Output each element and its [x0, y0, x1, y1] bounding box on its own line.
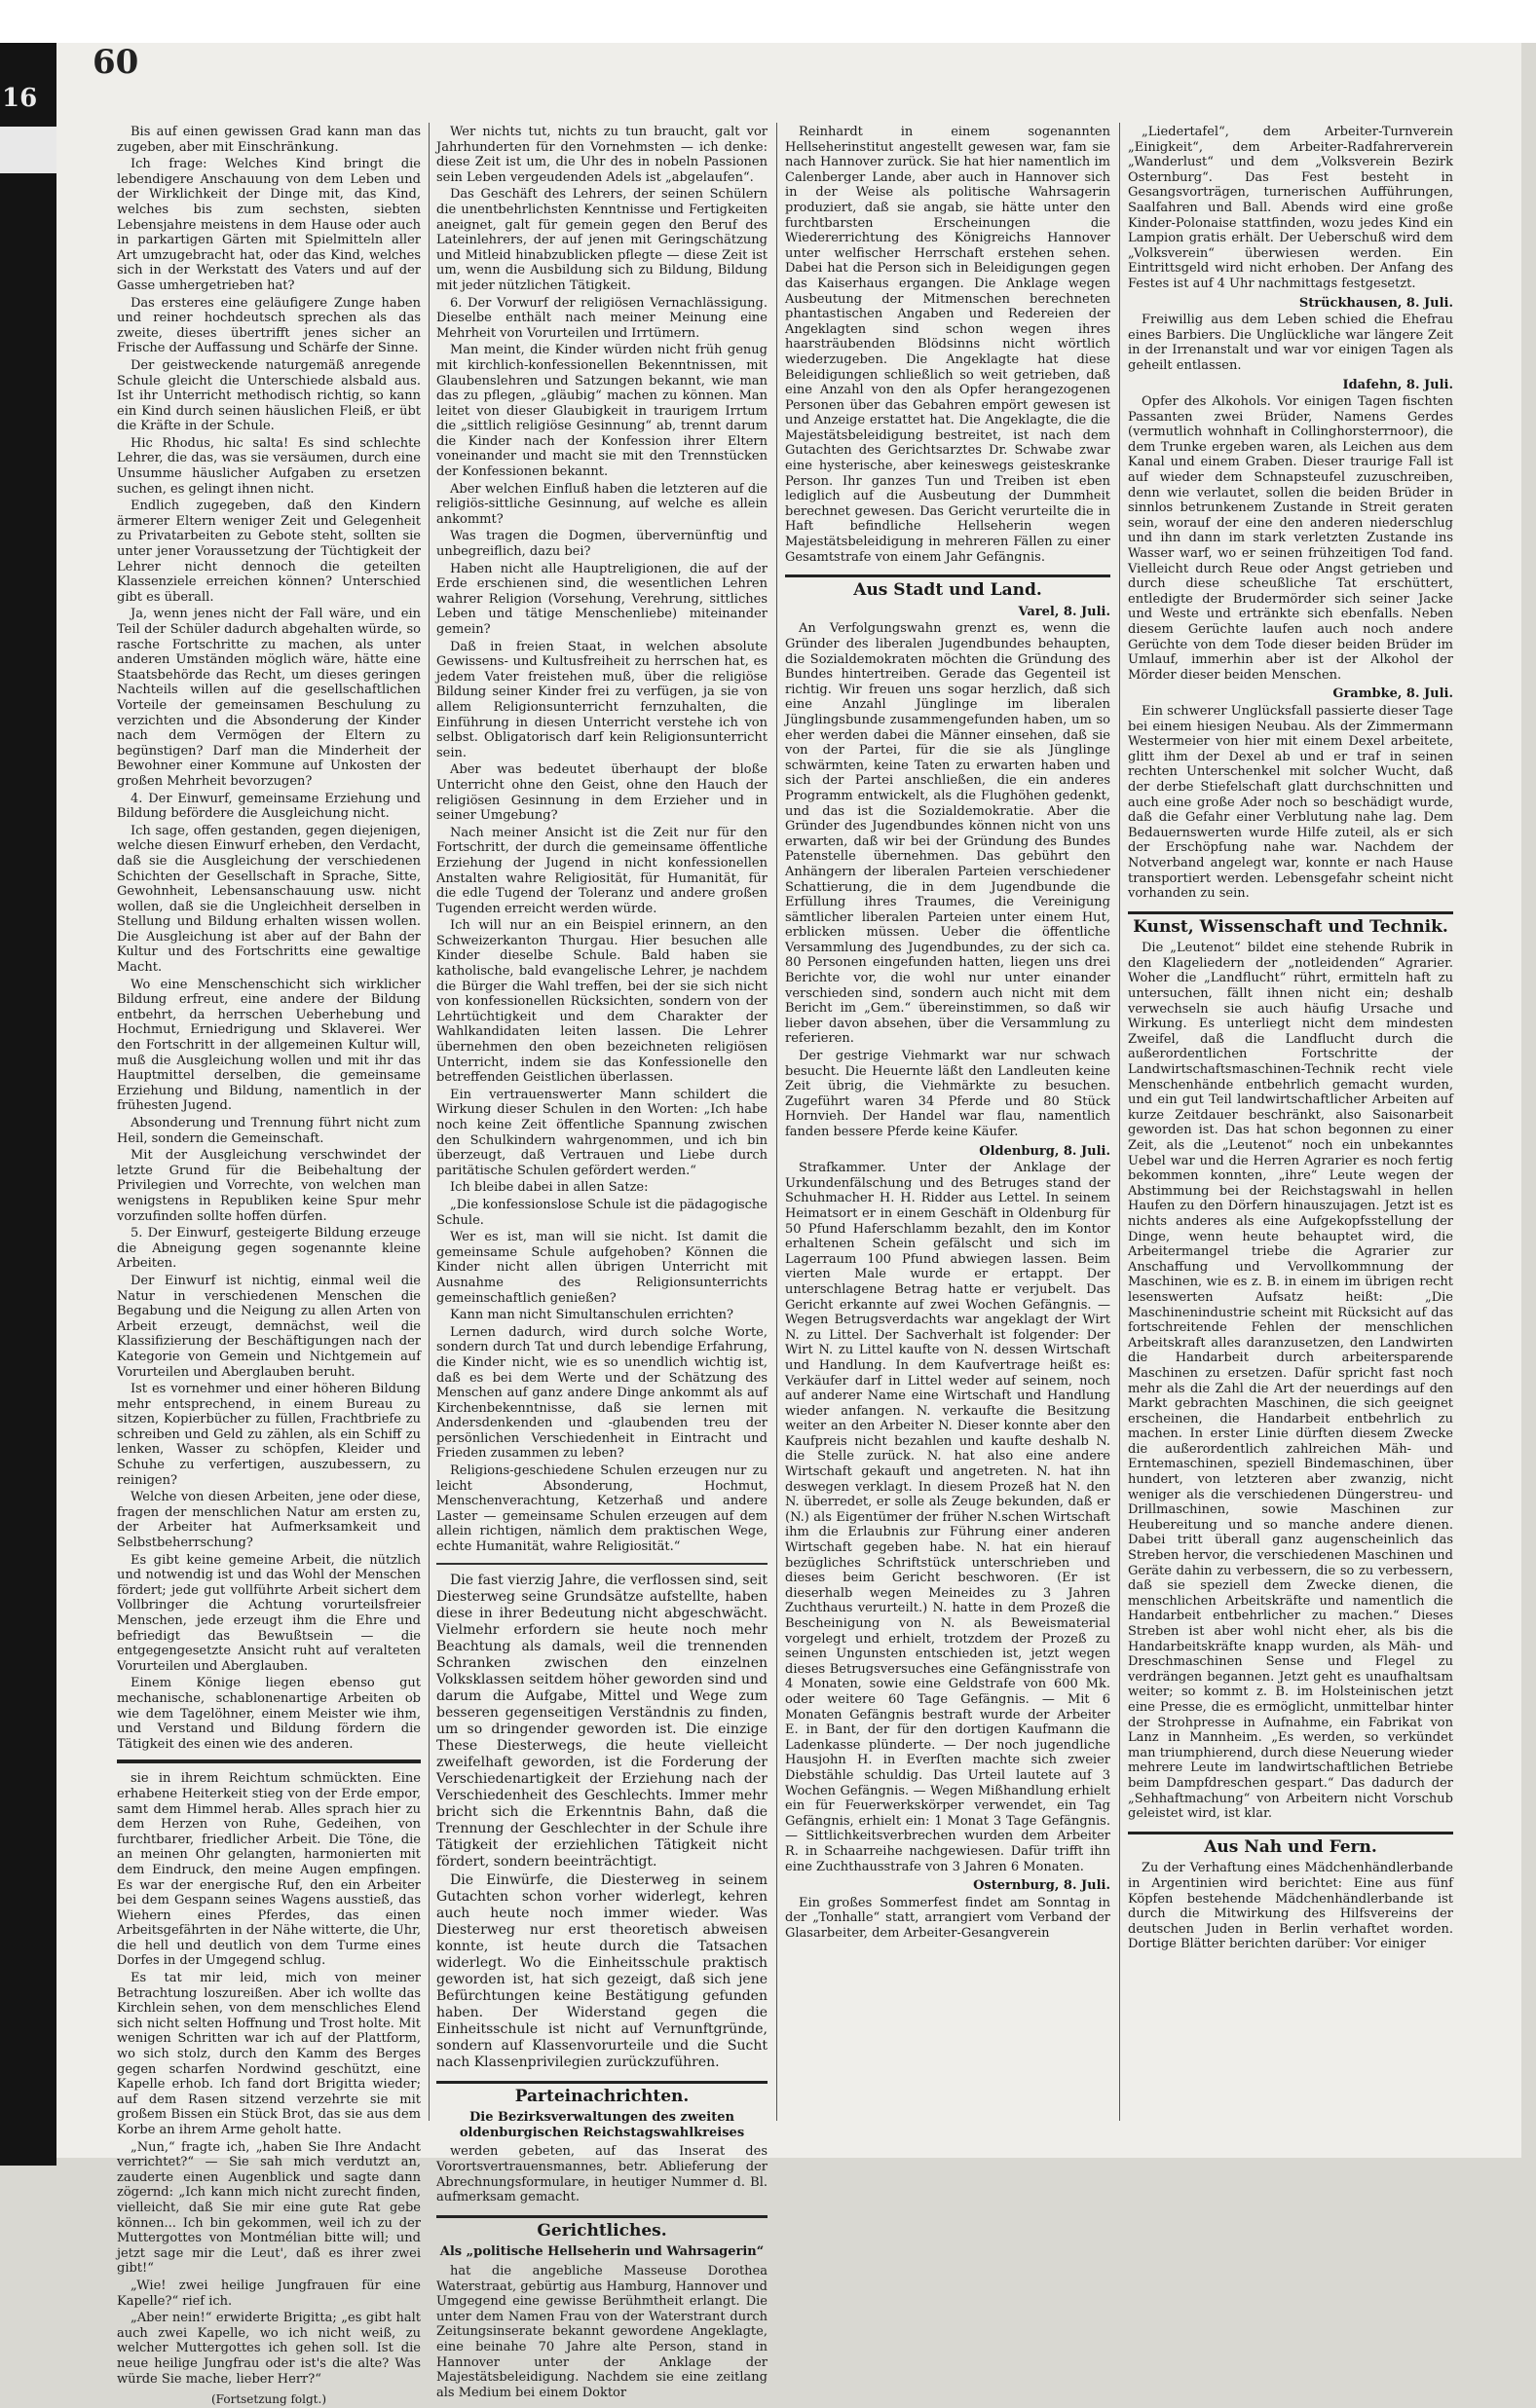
news-item: Die „Leutenot“ bildet eine stehende Rubrik in den Klageliedern der „notleidenden“ Agrarier. Woher die „Landflucht“ rührt, ermitteln haft zu untersuchen, fällt ihnen nicht ein; deshalb verwechseln sie auch häufig Ursache und Wirkung. Es unterliegt nicht dem mindesten Zweifel, daß die Landflucht durch die außerordentlichen Fortschritte der Landwirtschaftsmaschinen-Technik recht viele Menschenhände entbehrlich gemacht wurden, und ein gut Teil landwirtschaftlicher Arbeiten auf kurze Zeitdauer beschränkt, also Saisonarbeit geworden ist. Das hat schon begonnen zu einer Zeit, als die „Leutenot“ noch ein unbekanntes Uebel war und die Herren Agrarier es noch fertig bekommen konnten, „ihre“ Leute wegen der Abstimmung bei der Reichstagswahl in hellen Haufen zu den Dörfern hinauszujagen. Jetzt ist es nichts anderes als eine Aufgekopfsstellung der Dinge, wenn heute behauptet wird, die Arbeitermangel triebe die Agrarier zur Anschaffung und Vervollkommnung der Maschinen, wie es z. B. in einem im übrigen recht lesenswerten Aufsatz heißt: „Die Maschinenindustrie scheint mit Rücksicht auf das fortschreitende Fehlen der menschlichen Arbeitskraft alles daranzusetzen, den Landwirten die Handarbeit durch arbeitersparende Maschinen zu ersetzen. Dafür spricht fast noch mehr als die Zahl die Art der neuerdings auf den Markt gebrachten Maschinen, die sich geeignet erscheinen, die Handarbeit entbehrlich zu machen. In erster Linie dürften diesem Zwecke die außerordentlich zahlreichen Mäh- und Erntemaschinen, speziell Bindemaschinen, über hundert, von letzteren aber zwanzig, nicht weniger als die verschiedenen Düngerstreu- und Drillmaschinen, sowie Maschinen zur Heubereitung und so manche andere dienen. Dabei tritt überall ganz augenscheinlich das Streben hervor, die verschiedenen Maschinen und Geräte dahin zu verbessern, die so zu verbessern, daß sie speziell dem Zwecke dienen, die menschlichen Arbeitskräfte und namentlich die Handarbeit entbehrlicher zu machen.“ Dieses Streben ist aber wohl nicht eher, als bis die Handarbeitskräfte knapp wurden, als Mäh- und Dreschmaschinen Sense und Flegel zu verdrängen begannen. Jetzt geht es unaufhaltsam weiter; so kommt z. B. im Holsteinischen jetzt eine Presse, die es ermöglicht, unmittelbar hinter der Strohpresse in Aufnahme, ein Fabrikat von Lanz in Mannheim. „Es werden, so verkündet man triumphierend, durch diese Neuerung wieder mehrere Leute im landwirtschaftlichen Betriebe beim Dampfdreschen gespart.“ Das dadurch der „Sehhaftmachung“ von Arbeitern nicht Vorschub geleistet wird, ist klar.: [1128, 941, 1453, 1822]
paragraph: Aber welchen Einfluß haben die letzteren auf die religiös-sittliche Gesinnung, auf welche es allein ankommt?: [436, 481, 768, 527]
paragraph: Mit der Ausgleichung verschwindet der letzte Grund für die Beibehaltung der Privilegien und Vorrechte, von welchen man wenigstens in Republiken keine Spur mehr vorzufinden sollte hoffen dürfen.: [117, 1148, 421, 1224]
paragraph: Lernen dadurch, wird durch solche Worte, sondern durch Tat und durch lebendige Erfahrung, die Kinder nicht, wie es so unendlich wichtig ist, daß es bei dem Werte und der Schätzung des Menschen auf ganz andere Dinge ankommt als auf Kirchenbekenntnisse, daß sie lernen mit Andersdenkenden und -glaubenden treu der persönlichen Verschiedenheit in Eintracht und Frieden zusammen zu leben?: [436, 1324, 768, 1462]
dateline: Grambke, 8. Juli.: [1332, 686, 1453, 702]
news-item: Ein schwerer Unglücksfall passierte dieser Tage bei einem hiesigen Neubau. Als der Zimmermann Westermeier von hier mit einem Dexel arbeitete, glitt ihm der Dexel ab und er traf in seinen rechten Unterschenkel mit solcher Wucht, daß der derbe Stiefelschaft glatt durchschnitten und auch eine große Ader noch so beschädigt wurde, daß die Gefahr einer Verblutung nahe lag. Dem Bedauernswerten wurde Hilfe zuteil, als er sich der Erschöpfung nahe war. Nachdem der Notverband angelegt war, konnte er nach Hause transportiert werden. Lebensgefahr scheint nicht vorhanden zu sein.: [1128, 703, 1453, 902]
divider: [436, 1563, 768, 1565]
paragraph: Haben nicht alle Hauptreligionen, die auf der Erde erschienen sind, die wesentlichen Lehren wahrer Religion (Vorsehung, Verehrung, sittliches Leben und tätige Menschenliebe) miteinander gemein?: [436, 561, 768, 637]
party-text: werden gebeten, auf das Inserat des Vorortsvertrauensmannes, betr. Ablieferung der Abrechnungsformulare, in heutiger Nummer d. Bl. aufmerksam gemacht.: [436, 2144, 768, 2205]
commentary-paragraphs: [436, 1573, 768, 2071]
paragraph: „Aber nein!“ erwiderte Brigitta; „es gibt halt auch zwei Kapelle, wo ich nicht weiß, zu welcher Muttergottes ich gehen soll. Ist die neue heilige Jungfrau oder ist's die alte? Was würde Sie mache, lieber Herr?“: [117, 2311, 421, 2387]
news-item: Der gestrige Viehmarkt war nur schwach besucht. Die Heuernte läßt den Landleuten keine Zeit übrig, die Viehmärkte zu besuchen. Zugeführt waren 34 Pferde und 80 Stück Hornvieh. Der Handel war flau, namentlich fanden bessere Pferde keine Käufer.: [785, 1049, 1110, 1139]
paragraph: „Nun,“ fragte ich, „haben Sie Ihre Andacht verrichtet?“ — Sie sah mich verdutzt an, zauderte einen Augenblick und sagte dann zögernd: „Ich kann mich nicht zurecht finden, vielleicht, daß Sie mir eine gute Rat gebe können... Ich bin gekommen, weil ich zu der Muttergottes von Montmélian bitte will; und jetzt sage mir die Leut', daß es ihrer zwei gibt!“: [117, 2139, 421, 2277]
section-heading-science: Kunst, Wissenschaft und Technik.: [1128, 911, 1453, 936]
paragraph: Ein vertrauenswerter Mann schildert die Wirkung dieser Schulen in den Worten: „Ich habe noch keine Zeit öffentliche Spannung zwischen den Schulkindern wahrgenommen, und ich bin überzeugt, daß Vertrauen und Liebe durch paritätische Schulen gefördert werden.“: [436, 1087, 768, 1178]
paragraph: Was tragen die Dogmen, übervernünftig und unbegreiflich, dazu bei?: [436, 529, 768, 560]
article-paragraphs: [785, 125, 1110, 565]
continued-note: (Fortsetzung folgt.): [211, 2392, 326, 2407]
dateline: Osternburg, 8. Juli.: [973, 1878, 1110, 1894]
court-text: hat die angebliche Masseuse Dorothea Waterstraat, gebürtig aus Hamburg, Hannover und Umgegend eine gewisse Berühmtheit erlangt. Die unter dem Namen Frau von der Waterstrant durch Zeitungsinserate bekannt gewordene Angeklagte, eine beinahe 70 Jahre alte Person, stand in Hannover unter der Anklage der Majestätsbeleidigung. Nachdem sie eine zeitlang als Medium bei einem Doktor: [436, 2263, 768, 2400]
paragraph: Daß in freien Staat, in welchen absolute Gewissens- und Kultusfreiheit zu herrschen hat, es jedem Vater freistehen muß, über die religiöse Bildung seiner Kinder frei zu verfügen, ja sie von allem Religionsunterricht fernzuhalten, die Einführung in diesen Unterricht verstehe ich von selbst. Obligatorisch darf kein Religionsunterricht sein.: [436, 639, 768, 760]
paragraph: Ist es vornehmer und einer höheren Bildung mehr entsprechend, in einem Bureau zu sitzen, Kopierbücher zu füllen, Frachtbriefe zu schreiben und Geld zu zählen, als ein Schiff zu lenken, Wasser zu schöpfen, Kleider und Schuhe zu verfertigen, auszubessern, zu reinigen?: [117, 1382, 421, 1488]
column-rule: [776, 123, 777, 2121]
paragraph: Bis auf einen gewissen Grad kann man das zugeben, aber mit Einschränkung.: [117, 125, 421, 155]
dateline: Varel, 8. Juli.: [1018, 604, 1110, 619]
edge-stain: [0, 127, 56, 173]
paragraph: Reinhardt in einem sogenannten Hellseherinstitut angestellt gewesen war, fam sie nach Hannover zurück. Sie hat hier namentlich im Calenberger Lande, aber auch in Hannover sich in der Weise als politische Wahrsagerin produziert, daß sie angab, sie hätte unter den furchtbarsten Erscheinungen die Wiedererrichtung des Königreichs Hannover unter welfischer Herrschaft erstehen sehen. Dabei hat die Person sich in Beleidigungen gegen das Kaiserhaus ergangen. Die Anklage wegen Ausbeutung der Mitmenschen berechneten phantastischen Angaben und Redereien der Angeklagten sind schon wegen ihres haarsträubenden Blödsinns nicht wörtlich wiederzugeben. Die Angeklagte hat diese Beleidigungen schließlich so weit getrieben, daß eine Anzahl von den als Opfer herangezogenen Personen über das Gebahren empört gewesen ist und Anzeige erstattet hat. Die Angeklagte, die die Majestätsbeleidigung bestreitet, ist nach dem Gutachten des Gerichtsarztes Dr. Schwabe zwar eine hysterische, aber keineswegs geisteskranke Person. Ihr ganzes Tun und Treiben ist eben lediglich auf die Ausbeutung der Dummheit berechnet gewesen. Das Gericht verurteilte die in Haft befindliche Hellseherin wegen Majestätsbeleidigung in mehreren Fällen zu einer Gesamtstrafe von einem Jahr Gefängnis.: [785, 125, 1110, 565]
paragraph: Wer nichts tut, nichts zu tun braucht, galt vor Jahrhunderten für den Vornehmsten — ich denke: diese Zeit ist um, die Uhr des in nobeln Passionen sein Leben vergeudenden Adels ist „abgelaufen“.: [436, 125, 768, 185]
paragraph: Religions-geschiedene Schulen erzeugen nur zu leicht Absonderung, Hochmut, Menschenverachtung, Ketzerhaß und andere Laster — gemeinsame Schulen erzeugen auf dem allein richtigen, nämlich dem praktischen Wege, echte Humanität, wahre Religiosität.“: [436, 1463, 768, 1555]
paragraph: Der Einwurf ist nichtig, einmal weil die Natur in verschiedenen Menschen die Begabung und die Neigung zu allen Arten von Arbeit erzeugt, demnächst, weil die Klassifizierung der Beschäftigungen nach der Kategorie von Gemein und Nichtgemein auf Vorurteilen und Aberglauben beruht.: [117, 1273, 421, 1380]
paragraph: Der geistweckende naturgemäß anregende Schule gleicht die Unterschiede alsbald aus. Ist ihr Unterricht methodisch richtig, so kann ein Kind durch seinen häuslichen Fleiß, er übt die Kräfte in der Schule.: [117, 357, 421, 434]
paragraph: 5. Der Einwurf, gesteigerte Bildung erzeuge die Abneigung gegen sogenannte kleine Arbeiten.: [117, 1226, 421, 1272]
news-item: Freiwillig aus dem Leben schied die Ehefrau eines Barbiers. Die Unglückliche war längere Zeit in der Irrenanstalt und war vor einigen Tagen als geheilt entlassen.: [1128, 313, 1453, 373]
paragraph: Es gibt keine gemeine Arbeit, die nützlich und notwendig ist und das Wohl der Menschen fördert; jede gut vollführte Arbeit sichert dem Vollbringer die Achtung vorurteilsfreier Menschen, jede erzeugt ihm die Ehre und befriedigt das Bewußtsein — die entgegengesetzte Ansicht ruht auf veralteten Vorurteilen und Aberglauben.: [117, 1552, 421, 1674]
feuilleton-paragraphs: [117, 1771, 421, 2387]
news-item: „Liedertafel“, dem Arbeiter-Turnverein „Einigkeit“, dem Arbeiter-Radfahrerverein „Wanderlust“ und dem „Volksverein Bezirk Osternburg“. Das Fest besteht in Gesangsvorträgen, turnerischen Aufführungen, Saalfahren und Ball. Abends wird eine große Kinder-Polonaise stattfinden, wozu jedes Kind ein Lampion gratis erhält. Der Ueberschuß wird dem „Volksverein“ überwiesen werden. Ein Eintrittsgeld wird nicht erhoben. Der Anfang des Festes ist auf 4 Uhr nachmittags festgesetzt.: [1128, 125, 1453, 291]
paragraph: Einem Könige liegen ebenso gut mechanische, schablonenartige Arbeiten ob wie dem Tagelöhner, einem Meister wie ihm, und Verstand und Bildung fördern die Tätigkeit des einen wie des anderen.: [117, 1676, 421, 1752]
paragraph: Kann man nicht Simultanschulen errichten?: [450, 1308, 733, 1323]
paragraph: Aber was bedeutet überhaupt der bloße Unterricht ohne den Geist, ohne den Hauch der religiösen Gesinnung in dem Erzieher und in seiner Umgebung?: [436, 762, 768, 824]
paragraph: Wo eine Menschenschicht sich wirklicher Bildung erfreut, eine andere der Bildung entbehrt, da herrschen Ueberhebung und Hochmut, Erniedrigung und Sklaverei. Wer den Fortschritt in der allgemeinen Kultur will, muß die Ausgleichung wollen und mit ihr das Hauptmittel derselben, die gemeinsame Erziehung und Bildung, namentlich in der frühesten Jugend.: [117, 977, 421, 1114]
top-margin: [0, 0, 1536, 43]
news-item: Ein großes Sommerfest findet am Sonntag in der „Tonhalle“ statt, arrangiert vom Verband der Glasarbeiter, dem Arbeiter-Gesangverein: [785, 1895, 1110, 1941]
dateline: Strückhausen, 8. Juli.: [1298, 295, 1453, 311]
paragraph: „Wie! zwei heilige Jungfrauen für eine Kapelle?“ rief ich.: [117, 2278, 421, 2309]
article-paragraphs: [117, 125, 421, 1752]
paragraph: sie in ihrem Reichtum schmückten. Eine erhabene Heiterkeit stieg von der Erde empor, samt dem Himmel herab. Alles sprach hier zu dem Herzen von Ruhe, Gedeihen, von furchtbarer, friedlicher Arbeit. Die Töne, die an meinen Ohr gelangten, harmonierten mit dem Eindruck, den meine Augen empfingen. Es war der energische Ruf, den ein Arbeiter bei dem Gespann seines Wagens ausstieß, das Wiehern eines Pferdes, das einen Arbeitsgefährten in der Nähe witterte, die Uhr, die hell und deutlich von dem Turme eines Dorfes in der Umgegend schlug.: [117, 1771, 421, 1969]
section-heading-far: Aus Nah und Fern.: [1128, 1832, 1453, 1856]
paragraph: Das ersteres eine geläufigere Zunge haben und reiner hochdeutsch sprechen als das zweite, dieses übertrifft jenes sicher an Frische der Auffassung und Schärfe der Sinne.: [117, 295, 421, 356]
news-item: Zu der Verhaftung eines Mädchenhändlerbande in Argentinien wird berichtet: Eine aus fünf Köpfen bestehende Mädchenhändlerbande ist durch die Mitwirkung des Hilfsvereins der deutschen Juden in Berlin verhaftet worden. Dortige Blätter berichten darüber: Vor einiger: [1128, 1861, 1453, 1952]
paragraph: Hic Rhodus, hic salta! Es sind schlechte Lehrer, die das, was sie versäumen, durch eine Unsumme häuslicher Aufgaben zu ersetzen suchen, es gelingt ihnen nicht.: [117, 435, 421, 497]
paragraph: Absonderung und Trennung führt nicht zum Heil, sondern die Gemeinschaft.: [117, 1116, 421, 1146]
paragraph: 4. Der Einwurf, gemeinsame Erziehung und Bildung befördere die Ausgleichung nicht.: [117, 791, 421, 822]
news-item: Strafkammer. Unter der Anklage der Urkundenfälschung und des Betruges stand der Schuhmacher H. H. Ridder aus Lettel. In seinem Heimatsort er in einem Geschäft in Oldenburg für 50 Pfund Haferschlamm bezahlt, den im Kontor erhaltenen Schein gefälscht und sich im Lagerraum 100 Pfund abwiegen lassen. Beim vierten Male wurde er ertappt. Der unterschlagene Betrag hatte er verjubelt. Das Gericht erkannte auf zwei Wochen Gefängnis. — Wegen Betrugsverdachts war angeklagt der Wirt N. zu Littel. Der Sachverhalt ist folgender: Der Wirt N. zu Littel kaufte von N. dessen Wirtschaft und Handlung. In dem Kaufvertrage heißt es: Verkäufer darf in Littel weder auf seinem, noch auf anderer Name eine Wirtschaft und Handlung wieder anfangen. N. verkaufte die Besitzung weiter an den Arbeiter N. Dieser konnte aber den Kaufpreis nicht bezahlen und kaufte deshalb N. die Stelle zurück. N. hat also eine andere Wirtschaft gekauft und angetreten. N. hat ihn deswegen verklagt. In diesem Prozeß hat N. den N. überredet, er solle als Zeuge bekunden, daß er (N.) als Eigentümer der früher N.schen Wirtschaft ihm die Erlaubnis zur Führung einer anderen Wirtschaft gegeben habe. N. hat ein hierauf bezügliches Schriftstück unterschrieben und dieses beim Gericht beschworen. (Er ist dieserhalb wegen Meineides zu 3 Jahren Zuchthaus verurteilt.) N. hatte in dem Prozeß die Bescheinigung von N. als Beweismaterial vorgelegt und erhielt, trotzdem der Prozeß zu seinen Ungunsten entschieden ist, jetzt wegen dieses Betrugsversuches eine Gefängnisstrafe von 4 Monaten, sowie eine Geldstrafe von 600 Mk. oder weitere 60 Tage Gefängnis. — Mit 6 Monaten Gefängnis bestraft wurde der Arbeiter E. in Bant, der für den dortigen Kaufmann die Ladenkasse plünderte. — Der noch jugendliche Hausjohn H. in Everſten machte sich zweier Diebstähle schuldig. Das Urteil lautete auf 3 Wochen Gefängnis. — Wegen Mißhandlung erhielt ein für Feuerwerkskörper verwendet, ein Tag Gefängnis, erhielt ein: 1 Monat 3 Tage Gefängnis. — Sittlichkeitsverbrechen wurden dem Arbeiter R. in Schaarreihe nachgewiesen. Dafür trifft ihn eine Zuchthausstrafe von 3 Jahren 6 Monaten.: [785, 1161, 1110, 1874]
news-item: Opfer des Alkohols. Vor einigen Tagen fischten Passanten zwei Brüder, Namens Gerdes (vermutlich wohnhaft in Collinghorsterrnoor), die dem Trunke ergeben waren, als Leichen aus dem Kanal und einem Graben. Dieser traurige Fall ist auf wieder dem Schnapsteufel zuzuschreiben, denn wie verlautet, sollen die beiden Brüder in sinnlos betrunkenem Zustande in Streit geraten sein, worauf der eine den anderen niederschlug und ihn dann im stark verletzten Zustande ins Wasser warf, wo er seinen frühzeitigen Tod fand. Vielleicht durch Reue oder Angst getrieben und durch diese scheußliche Tat erschüttert, entledigte der Brudermörder sich seiner Jacke und Weste und ertränkte sich ebenfalls. Neben diesem Gerüchte laufen auch noch andere Gerüchte von dem Tode dieser beiden Brüder im Umlauf, immerhin aber ist der Alkohol der Mörder dieser beiden Menschen.: [1128, 394, 1453, 683]
paragraph: Ich bleibe dabei in allen Satze:: [450, 1180, 649, 1196]
paragraph: Wer es ist, man will sie nicht. Ist damit die gemeinsame Schule aufgehoben? Können die Kinder nicht allen übrigen Unterricht mit Ausnahme des Religionsunterrichts gemeinschaftlich genießen?: [436, 1230, 768, 1306]
column-2: [436, 125, 768, 2400]
news-item: An Verfolgungswahn grenzt es, wenn die Gründer des liberalen Jugendbundes behaupten, die Sozialdemokraten möchten die Gründung des Bundes hintertreiben. Gerade das Gegenteil ist richtig. Wir freuen uns sogar herzlich, daß sich eine Anzahl Jünglinge im liberalen Jünglingsbunde zusammengefunden haben, um so eher werden dabei die Männer einsehen, daß sie von der Partei, für die sie als Jünglinge schwärmten, keine Taten zu erwarten haben und sich der Partei anschließen, die ein anderes Programm entwickelt, als die Flughöhen gedenkt, und das ist die Sozialdemokratie. Aber die Gründer des Jugendbundes können nicht von uns erwarten, daß wir bei der Gründung des Bundes Patenstelle übernehmen. Das gebührt den Anhängern der liberalen Parteien verschiedener Schattierung, die in dem Jugendbunde die Erfüllung ihres Traumes, die Vereinigung sämtlicher liberalen Parteien unter einem Hut, erblicken müssen. Ueber die öffentliche Versammlung des Jugendbundes, zu der sich ca. 80 Personen eingefunden hatten, liegen uns drei Berichte vor, die wohl nur unter einander verschieden sind, sondern auch nicht mit dem Bericht im „Gem.“ übereinstimmen, so daß wir lieber davon absehen, über die Versammlung zu referieren.: [785, 621, 1110, 1047]
paragraph: Endlich zugegeben, daß den Kindern ärmerer Eltern weniger Zeit und Gelegenheit zu Privatarbeiten zu Gebote steht, sollten sie unter jener Voraussetzung der Tüchtigkeit der Lehrer nicht dennoch die geteilten Klassenziele erreichen können? Unterschied gibt es überall.: [117, 499, 421, 605]
paragraph: 6. Der Vorwurf der religiösen Vernachlässigung. Dieselbe enthält nach meiner Meinung eine Mehrheit von Vorurteilen und Irrtümern.: [436, 295, 768, 341]
column-rule: [429, 123, 430, 2121]
page-number: 60: [93, 43, 139, 82]
court-subheading: Als „politische Hellseherin und Wahrsagerin“: [439, 2244, 765, 2260]
paragraph: Ja, wenn jenes nicht der Fall wäre, und ein Teil der Schüler dadurch abgehalten würde, so rasche Fortschritte zu machen, als unter anderen Umständen möglich wäre, hätte eine Staatsbehörde das Recht, um dieses geringen Nachteils willen auf die gesellschaftlichen Vorteile der gemeinsamen Beschulung zu verzichten und die Absonderung der Kinder nach dem Vermögen der Eltern zu begünstigen? Darf man die Minderheit der Bewohner einer Kommune auf Unkosten der großen Mehrheit bevorzugen?: [117, 607, 421, 789]
section-heading-court: Gerichtliches.: [436, 2215, 768, 2240]
dateline: Oldenburg, 8. Juli.: [979, 1143, 1110, 1159]
column-3: [785, 125, 1110, 2121]
column-1: [117, 125, 421, 2407]
party-subheading: Die Bezirksverwaltungen des zweiten oldenburgischen Reichstagswahlkreises: [459, 2110, 745, 2140]
paragraph: Es tat mir leid, mich von meiner Betrachtung loszureißen. Aber ich wollte das Kirchlein sehen, von dem menschliches Elend sich nicht selten Hoffnung und Trost holte. Mit wenigen Schritten war ich auf der Plattform, wo sich stolz, durch den Kamm des Berges gegen scharfen Nordwind geschützt, eine Kapelle erhob. Ich fand dort Brigitta wieder; auf dem Rasen sitzend verzehrte sie mit großem Bissen ein Stück Brot, das sie aus dem Korbe an ihrem Arme geholt hatte.: [117, 1971, 421, 2137]
edge-page-number: 16: [2, 84, 38, 113]
paragraph: Ich will nur an ein Beispiel erinnern, an den Schweizerkanton Thurgau. Hier besuchen alle Kinder dieselbe Schule. Bald haben sie katholische, bald evangelische Lehrer, je nachdem die Bürger die Wahl treffen, bei der sie sich nicht von konfessionellen Rücksichten, sondern von der Lehrtüchtigkeit und dem Charakter der Wahlkandidaten leiten lassen. Die Lehrer übernehmen den oben bezeichneten religiösen Unterricht, indem sie das Konfessionelle den betreffenden Geistlichen überlassen.: [436, 918, 768, 1086]
binding-edge: [0, 43, 56, 2166]
paragraph: Man meint, die Kinder würden nicht früh genug mit kirchlich-konfessionellen Bekenntnissen, mit Glaubenslehren und Satzungen bekannt, wie man das zu pflegen, „gläubig“ machen zu können. Man leitet von dieser Glaubigkeit in traurigem Irrtum die „sittlich religiöse Gesinnung“ ab, trennt darum die Kinder nach der Konfession ihrer Eltern voneinander und macht sie mit den Trennstücken der Konfessionen bekannt.: [436, 343, 768, 480]
paragraph: Ich sage, offen gestanden, gegen diejenigen, welche diesen Einwurf erheben, den Verdacht, daß sie die Ausgleichung der verschiedenen Schichten der Gesellschaft in Sprache, Sitte, Gewohnheit, Lebensanschauung usw. nicht wollen, daß sie die Ungleichheit derselben in Stellung und Bildung erhalten wissen wollen. Die Ausgleichung ist aber auf der Bahn der Kultur und des Fortschritts eine gewaltige Macht.: [117, 823, 421, 976]
paragraph: Das Geschäft des Lehrers, der seinen Schülern die unentbehrlichsten Kenntnisse und Fertigkeiten aneignet, galt für gemein gegen den Beruf des Lateinlehrers, der auf jenen mit Geringschätzung und Mitleid hinabzublicken pflegte — diese Zeit ist um, wenn die Ausbildung sich zu Bildung, Bildung mit jeder nützlichen Tätigkeit.: [436, 187, 768, 293]
column-4: [1128, 125, 1453, 2121]
column-rule: [1119, 123, 1120, 2121]
paragraph: Ich frage: Welches Kind bringt die lebendigere Anschauung von dem Leben und der Wirklichkeit der Dinge mit, das Kind, welches bis zum sechsten, siebten Lebensjahre meistens in dem Hause oder auch in parkartigen Gärten mit Spielmitteln aller Art umzugebracht hat, oder das Kind, welches sich in der Werkstatt des Vaters und auf der Gasse umhergetrieben hat?: [117, 157, 421, 293]
paragraph: Die Einwürfe, die Diesterweg in seinem Gutachten schon vorher widerlegt, kehren auch heute noch immer wieder. Was Diesterweg nur erst theoretisch abweisen konnte, ist heute durch die Tatsachen widerlegt. Wo die Einheitsschule praktisch geworden ist, hat sich gezeigt, daß sich jene Befürchtungen keine Bestätigung gefunden haben. Der Widerstand gegen die Einheitsschule ist nicht auf Vernunftgründe, sondern auf Klassenvorurteile und die Sucht nach Klassenprivilegien zurückzuführen.: [436, 1871, 768, 2070]
paragraph: Nach meiner Ansicht ist die Zeit nur für den Fortschritt, der durch die gemeinsame öffentliche Erziehung der Jugend in nicht konfessionellen Anstalten wahre Religiosität, für Humanität, für die edle Tugend der Toleranz und andere großen Tugenden erreicht werden würde.: [436, 825, 768, 916]
article-paragraphs: [436, 125, 768, 1555]
paragraph: „Die konfessionslose Schule ist die pädagogische Schule.: [436, 1197, 768, 1228]
section-heading-party: Parteinachrichten.: [436, 2081, 768, 2105]
feuilleton-divider: [117, 1760, 421, 1763]
section-heading-local: Aus Stadt und Land.: [785, 574, 1110, 599]
paragraph: Die fast vierzig Jahre, die verflossen sind, seit Diesterweg seine Grundsätze aufstellte, haben diese in ihrer Bedeutung nicht abgeschwächt. Vielmehr erfordern sie heute noch mehr Beachtung als damals, weil die trennenden Schranken zwischen den einzelnen Volksklassen seitdem höher geworden sind und darum die Aufgabe, Mittel und Wege zum besseren gegenseitigen Verständnis zu finden, um so dringender geworden ist. Die einzige These Diesterwegs, die heute vielleicht zweifelhaft geworden, ist die Forderung der Verschiedenartigkeit der Erziehung nach der Verschiedenheit des Geschlechts. Immer mehr bricht sich die Erkenntnis Bahn, daß die Trennung der Geschlechter in der Schule ihre Tätigkeit der erziehlichen Tätigkeit nicht fördert, sondern beeinträchtigt.: [436, 1572, 768, 1870]
paragraph: Welche von diesen Arbeiten, jene oder diese, fragen der menschlichen Natur am ersten zu, der Arbeiter hat Aufmerksamkeit und Selbstbeherrschung?: [117, 1490, 421, 1551]
dateline: Idafehn, 8. Juli.: [1342, 377, 1453, 392]
